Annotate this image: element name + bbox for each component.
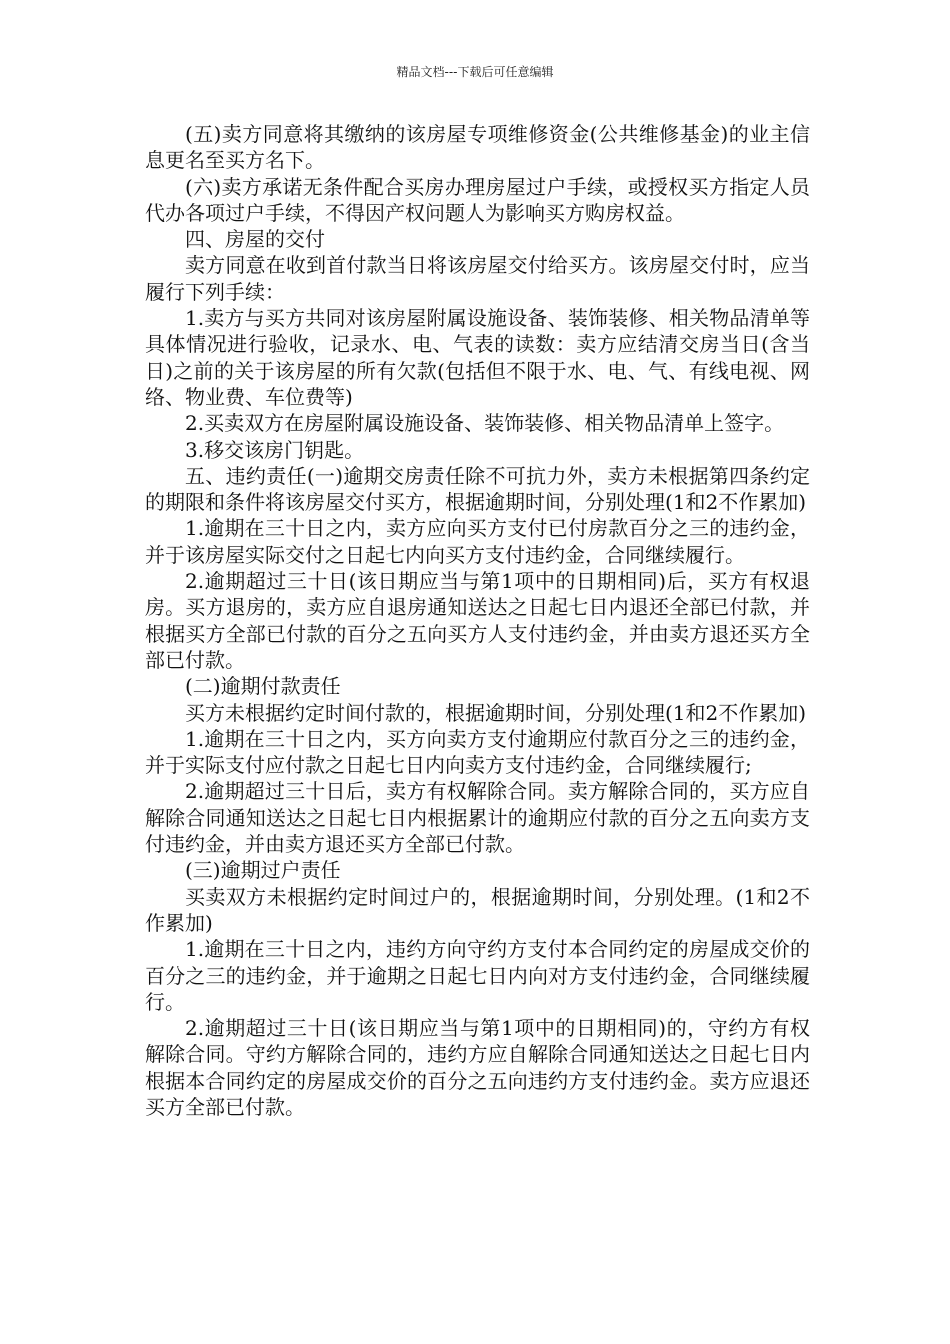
paragraph-late-delivery-item-1: 1.逾期在三十日之内，卖方应向买方支付已付房款百分之三的违约金，并于该房屋实际交付之日起七内向买方支付违约金，合同继续履行。 (145, 516, 810, 567)
subheading-late-payment: (二)逾期付款责任 (185, 674, 341, 699)
paragraph-late-transfer-item-2: 2.逾期超过三十日(该日期应当与第1项中的日期相同)的，守约方有权解除合同。守约方解除合同的，违约方应自解除合同通知送达之日起七日内根据本合同约定的房屋成交价的百分之五向违约方支付违约金。卖方应退还买方全部已付款。 (145, 1016, 810, 1119)
paragraph-late-payment-item-2: 2.逾期超过三十日后，卖方有权解除合同。卖方解除合同的，买方应自解除合同通知送达之日起七日内根据累计的逾期应付款的百分之五向卖方支付违约金，并由卖方退还买方全部已付款。 (145, 779, 810, 857)
paragraph-late-transfer-item-1: 1.逾期在三十日之内，违约方向守约方支付本合同约定的房屋成交价的百分之三的违约金，并于逾期之日起七日内向对方支付违约金，合同继续履行。 (145, 937, 810, 1014)
paragraph-delivery-item-1: 1.卖方与买方共同对该房屋附属设施设备、装饰装修、相关物品清单等具体情况进行验收，记录水、电、气表的读数：卖方应结清交房当日(含当日)之前的关于该房屋的所有欠款(包括但不限于水、电、气、有线电视、网络、物业费、车位费等) (145, 306, 810, 409)
paragraph-late-payment-intro: 买方未根据约定时间付款的，根据逾期时间，分别处理(1和2不作累加) (185, 700, 807, 725)
section-heading-delivery: 四、房屋的交付 (185, 227, 325, 252)
paragraph-late-transfer-intro: 买卖双方未根据约定时间过户的，根据逾期时间，分别处理。(1和2不作累加) (145, 884, 810, 935)
paragraph-maintenance-fund: (五)卖方同意将其缴纳的该房屋专项维修资金(公共维修基金)的业主信息更名至买方名下。 (145, 122, 810, 173)
paragraph-delivery-item-2: 2.买卖双方在房屋附属设施设备、装饰装修、相关物品清单上签字。 (185, 411, 785, 436)
paragraph-delivery-intro: 卖方同意在收到首付款当日将该房屋交付给买方。该房屋交付时，应当履行下列手续： (145, 253, 810, 304)
paragraph-late-payment-item-1: 1.逾期在三十日之内，买方向卖方支付逾期应付款百分之三的违约金，并于实际支付应付款之日起七日内向卖方支付违约金，合同继续履行; (145, 726, 810, 778)
paragraph-delivery-item-3: 3.移交该房门钥匙。 (185, 437, 365, 462)
page-header: 精品文档---下载后可任意编辑 (396, 65, 554, 79)
subheading-late-transfer: (三)逾期过户责任 (185, 858, 341, 883)
paragraph-late-delivery-item-2: 2.逾期超过三十日(该日期应当与第1项中的日期相同)后，买方有权退房。买方退房的，卖方应自退房通知送达之日起七日内退还全部已付款，并根据买方全部已付款的百分之五向买方人支付违约金，并由卖方退还买方全部已付款。 (145, 569, 810, 672)
document-body (145, 121, 810, 1120)
section-heading-liability: 五、违约责任(一)逾期交房责任除不可抗力外，卖方未根据第四条约定的期限和条件将该房屋交付买方，根据逾期时间，分别处理(1和2不作累加) (145, 463, 810, 515)
paragraph-transfer-cooperation: (六)卖方承诺无条件配合买房办理房屋过户手续，或授权买方指定人员代办各项过户手续，不得因产权问题人为影响买方购房权益。 (145, 174, 810, 225)
